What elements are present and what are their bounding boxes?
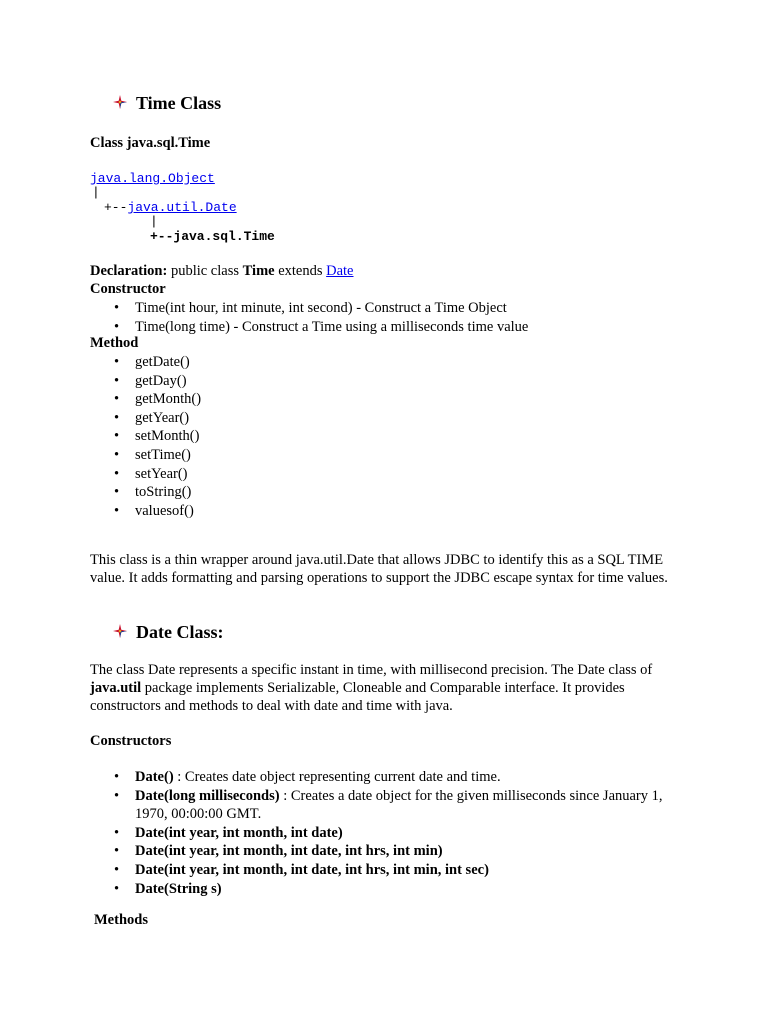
hierarchy-pipe: | [150, 214, 158, 229]
date-class-heading: Date Class: [136, 622, 224, 642]
list-item: • toString() [90, 483, 201, 502]
time-description: This class is a thin wrapper around java.util.Date that allows JDBC to identify this as a SQL TIME value. It adds formatting and parsing operations to support the JDBC escape syntax for time values. [90, 552, 668, 586]
hierarchy-line [104, 200, 237, 215]
intro-text: The class Date represents a specific instant in time, with millisecond precision. The Date class of [90, 662, 653, 678]
list-item: • setMonth() [90, 427, 201, 446]
constructor-signature: Date(int year, int month, int date, int hrs, int min, int sec) [135, 861, 489, 878]
methods-heading: Methods [94, 912, 148, 928]
declaration-label: Declaration: [90, 263, 168, 279]
date-intro [90, 661, 690, 715]
time-method-list [90, 353, 201, 520]
list-item [90, 768, 690, 787]
intro-package: java.util [90, 680, 142, 696]
list-item: • setYear() [90, 465, 201, 484]
list-item: • getDate() [90, 353, 201, 372]
list-item [90, 861, 690, 880]
constructor-signature: Date(long milliseconds) [135, 787, 280, 804]
date-constructor-list [90, 768, 690, 898]
constructors-heading: Constructors [90, 733, 172, 749]
constructor-description: : Creates date object representing current date and time. [173, 769, 501, 785]
intro-text: package implements Serializable, Cloneable and Comparable interface. It provides constructors and methods to deal with date and time with java. [90, 680, 625, 714]
list-item: • getYear() [90, 409, 201, 428]
list-item [90, 880, 690, 899]
hierarchy-leaf: +--java.sql.Time [150, 229, 275, 244]
declaration-text: extends [274, 263, 327, 279]
list-item: • getMonth() [90, 390, 201, 409]
hierarchy-prefix: +-- [104, 200, 128, 215]
constructor-signature: Date(int year, int month, int date) [135, 824, 343, 841]
date-link[interactable]: Date [326, 263, 354, 279]
constructor-heading: Constructor [90, 281, 166, 297]
bullet-star-icon [112, 623, 128, 639]
declaration-line [90, 263, 354, 280]
java-lang-object-link[interactable]: java.lang.Object [90, 171, 215, 186]
hierarchy-pipe: | [92, 185, 100, 200]
constructor-signature: Date() [135, 769, 174, 785]
list-item: • valuesof() [90, 502, 201, 521]
class-label: Class java.sql.Time [90, 135, 211, 151]
constructor-signature: Date(String s) [135, 880, 222, 897]
list-item: • Time(long time) - Construct a Time using a milliseconds time value [90, 318, 528, 337]
java-util-date-link[interactable]: java.util.Date [127, 200, 237, 215]
list-item: • Time(int hour, int minute, int second) - Construct a Time Object [90, 299, 528, 318]
list-item [90, 842, 690, 861]
list-item: • getDay() [90, 372, 201, 391]
declaration-classname: Time [242, 263, 275, 279]
declaration-text: public class [167, 263, 243, 279]
time-class-heading: Time Class [136, 93, 222, 113]
constructor-signature: Date(int year, int month, int date, int hrs, int min) [135, 843, 443, 860]
bullet-star-icon [112, 94, 128, 110]
time-constructor-list [90, 299, 528, 336]
list-item: • setTime() [90, 446, 201, 465]
list-item [90, 824, 690, 843]
constructor-description: : Creates a date object for the given milliseconds since January 1, 1970, 00:00:00 GMT. [135, 787, 663, 823]
method-heading: Method [90, 335, 139, 351]
list-item [90, 787, 690, 824]
